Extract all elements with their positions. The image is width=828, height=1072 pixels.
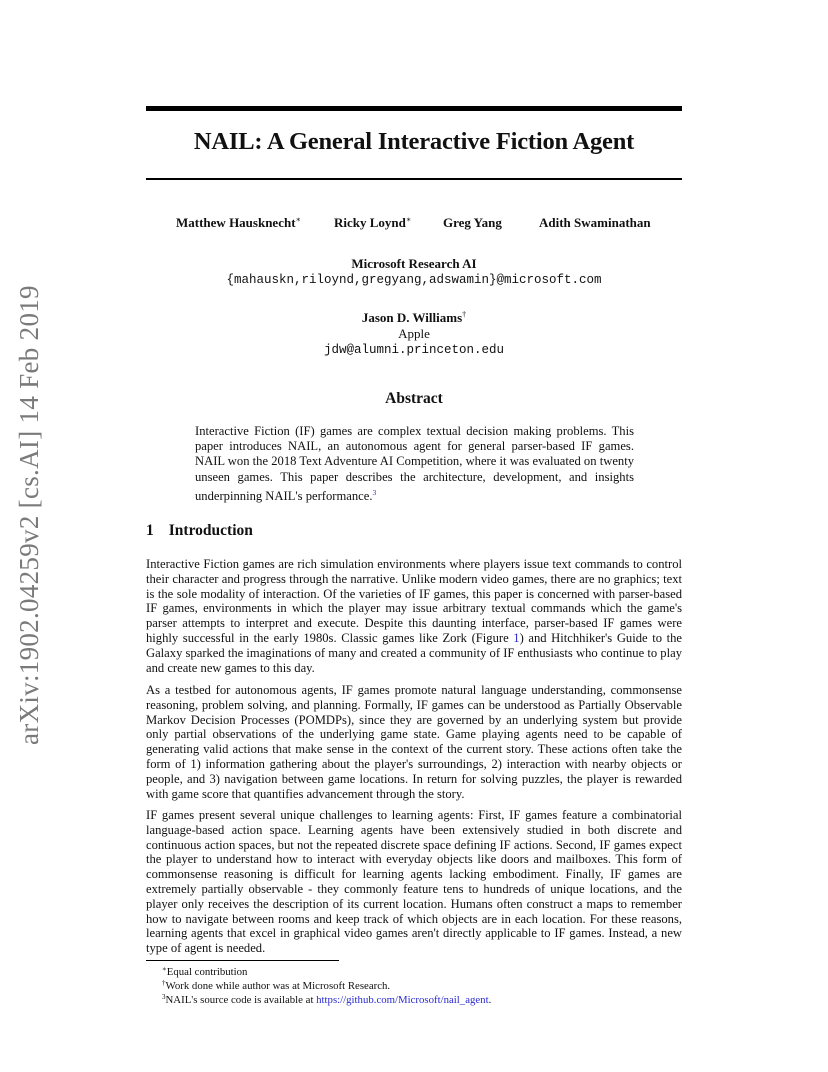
source-code-link[interactable]: https://github.com/Microsoft/nail_agent [316, 994, 489, 1006]
second-affiliation-block [146, 307, 682, 358]
affiliation-org-apple: Apple [398, 326, 430, 341]
author-name: Greg Yang [443, 215, 502, 230]
author-name: Adith Swaminathan [539, 215, 651, 230]
footnote-link[interactable]: 3 [372, 487, 377, 497]
affiliation-email: {mahauskn,riloynd,gregyang,adswamin}@microsoft.com [226, 273, 602, 287]
author-name-williams: Jason D. Williams† [361, 310, 467, 325]
footnote: $^3$NAIL's source code is available at https://github.com/Microsoft/nail_agent. [162, 993, 492, 1006]
paper-title: NAIL: A General Interactive Fiction Agent [193, 128, 635, 155]
arxiv-identifier: arXiv:1902.04259v2 [cs.AI] 14 Feb 2019 [14, 285, 44, 745]
title-bottom-rule [146, 178, 682, 180]
author-name: Matthew Hausknecht∗ [176, 215, 301, 230]
figure-reference-link[interactable]: 1 [513, 630, 520, 645]
affiliation-org: Microsoft Research AI [351, 256, 477, 271]
author-name: Ricky Loynd∗ [334, 215, 412, 230]
paragraph: As a testbed for autonomous agents, IF games promote natural language understanding, commonsense reasoning, problem solving, and planning. Formally, IF games can be understood as Partially Observable Markov Decision Processes (POMDPs), since they are governed by an underlying system but provide only partial observations of the underlying game state. Game playing agents need to be capable of generating valid actions that make sense in the context of the current story. These actions often take the form of 1) information gathering about the player's surroundings, 2) interaction with nearby objects or people, and 3) navigation between game locations. In return for solving puzzles, the player is rewarded with game score that quantifies advancement through the story. [146, 683, 682, 801]
footnote: ∗Equal contribution [162, 965, 248, 978]
footnote-rule [146, 960, 339, 961]
author-email-williams: jdw@alumni.princeton.edu [323, 343, 505, 357]
paragraph: IF games present several unique challenges to learning agents: First, IF games feature a combinatorial language-based action space. Learning agents have been extensively studied in both discrete and continuous action spaces, but not the repeated discrete space defining IF actions. Second, IF games expect the player to understand how to interact with everyday objects like doors and mailboxes. This form of commonsense reasoning is difficult for learning agents lacking embodiment. Finally, IF games are extremely partially observable - they commonly feature tens to hundreds of unique locations, and the player only receives the description of its current location. Humans often construct a maps to remember how to navigate between rooms and keep track of which objects are in each location. For these reasons, learning agents that excel in graphical video games aren't directly applicable to IF games. Instead, a new type of agent is needed. [146, 808, 682, 956]
abstract-heading: Abstract [385, 390, 443, 407]
abstract-text: Interactive Fiction (IF) games are complex textual decision making problems. This paper introduces NAIL, an autonomous agent for general parser-based IF games. NAIL won the 2018 Text Adventure AI Competition, where it was evaluated on twenty unseen games. This paper describes the architecture, development, and insights underpinning NAIL's performance.$^3$ [195, 424, 634, 503]
affiliation-block [146, 256, 682, 288]
footnote: †Work done while author was at Microsoft Research. [162, 979, 391, 992]
title-top-rule [146, 106, 682, 111]
paragraph: Interactive Fiction games are rich simulation environments where players issue text commands to control their character and progress through the narrative. Unlike modern video games, there are no graphics; text is the sole modality of interaction. Of the varieties of IF games, this paper is concerned with parser-based IF games, environments in which the player may issue arbitrary textual commands which the game's parser attempts to interpret and execute. Despite this daunting interface, parser-based IF games were highly successful in the early 1980s. Classic games like Zork (Figure 1) and Hitchhiker's Guide to the Galaxy sparked the imaginations of many and created a community of IF enthusiasts who continue to play and create new games to this day. [146, 557, 683, 675]
section-heading: 1 Introduction [146, 522, 253, 539]
